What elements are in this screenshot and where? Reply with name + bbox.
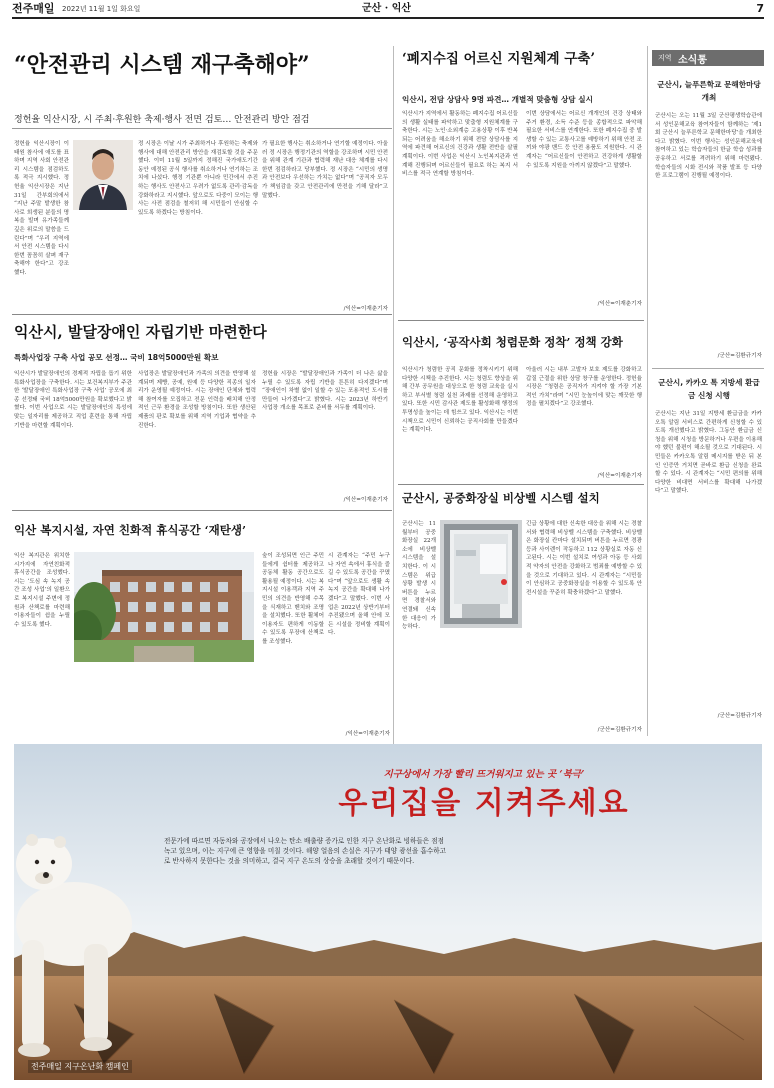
rest-photo bbox=[74, 552, 254, 662]
sidebar-header bbox=[652, 50, 764, 66]
sidebar-item1-byline: /군산=김환규기자 bbox=[717, 353, 762, 359]
safety-col1a: 정헌율 익산시장이 이태원 참사에 애도를 표하며 지역 사회 안전관리 시스템을 점검하도록 적극 지시했다. 정헌율 익산시장은 지난 31일 간부회의에서 “지난 주말 발생한 참사로 희생된 분들의 명복을 빌며 유가족들께 깊은 위로의 말씀을 드린다”며 “우리 지역에서 안전 시스템을 다시 한번 꼼꼼히 살펴 재구축해야 한다”고 강조했다. bbox=[14, 141, 69, 276]
official-photo bbox=[73, 140, 133, 210]
sidebar-item1-body: 군산시는 오는 11월 3일 군산평생학습관에서 성인문해교육 참여자들이 함께하는 ‘제1회 군산시 늘푸른학교 문해한마당’을 개최한다고 밝혔다. 이번 행사는 성인문해교육에 참여하고 있는 학습자들의 한글 학습 성과를 공유하고 서로를 격려하기 위해 마련됐다. 학습자들의 시화 전시와 작품 발표 등 다양한 프로그램이 진행될 예정이다. bbox=[655, 113, 762, 180]
sidebar-item1-title: 군산시, 늘푸른학교 문해한마당 개최 bbox=[657, 80, 761, 102]
safety-byline: /익산=이재춘기자 bbox=[343, 306, 388, 312]
ad-credit: 전주매일 지구온난화 캠페인 bbox=[28, 1060, 132, 1073]
waste-subhead: 익산시, 전담 상담사 9명 파견… 개별적 맞춤형 상담 실시 bbox=[402, 95, 593, 104]
rest-headline: 익산 복지시설, 자연 친화적 휴식공간 ‘재탄생’ bbox=[14, 523, 246, 537]
safety-rule bbox=[12, 128, 392, 129]
rest-col1c bbox=[138, 665, 256, 733]
sidebar-item2-title: 군산시, 카카오 톡 지방세 환급금 신청 시행 bbox=[658, 378, 760, 400]
page-number: 7 bbox=[756, 2, 764, 15]
disability-byline: /익산=이재춘기자 bbox=[343, 497, 388, 503]
safety-subhead: 정헌율 익산시장, 시 주최·후원한 축제·행사 전면 검토… 안전관리 방안 점검 bbox=[14, 115, 310, 125]
sidebar-label: 소식통 bbox=[678, 55, 707, 66]
disability-col1: 익산시가 발달장애인의 경제적 자립을 돕기 위한 특화사업장을 구축한다. 시는 보건복지부가 주관한 ‘발달장애인 특화사업장 구축 사업’ 공모에 최종 선정돼 국비 18억5000만원을 확보했다고 밝혔다. 이번 사업으로 시는 발달장애인의 특성에 맞는 일자리를 제공하고 직업 훈련을 통해 자립 기반을 마련할 계획이다. bbox=[14, 371, 132, 429]
restroom-byline: /군산=김환규기자 bbox=[597, 727, 642, 733]
safety-col1b bbox=[14, 212, 134, 312]
ad-tagline: 지구상에서 가장 빨리 뜨거워지고 있는 곳 ‘북극’ bbox=[383, 769, 585, 780]
ad-title: 우리집을 지켜주세요 bbox=[338, 786, 630, 821]
disability-headline: 익산시, 발달장애인 자립기반 마련한다 bbox=[14, 323, 267, 341]
sidebar-item2-byline: /군산=김환규기자 bbox=[717, 713, 762, 719]
sidebar-divider bbox=[652, 368, 764, 369]
restroom-rule-top bbox=[398, 484, 644, 485]
rest-rule-top bbox=[12, 510, 392, 511]
sidebar-label-prefix: 지역 bbox=[658, 54, 672, 62]
waste-col1: 익산시가 지역에서 활동하는 폐지수집 어르신들의 생활 실태를 파악하고 맞춤형 지원체계를 구축한다. 시는 노인·소외계층 고용상황 이후 반복되는 어려움을 해소하기 위해 전담 상담사를 지역에 파견해 어르신의 건강과 생활 전반을 살필 계획이다. 이번 사업은 익산시 노인복지관과 연계해 진행되며 어르신들이 필요로 하는 복지 서비스를 적극 연계할 방침이다. bbox=[402, 111, 518, 178]
waste-byline: /익산=이재춘기자 bbox=[597, 301, 642, 307]
safety-col3: 가 필요한 행사는 취소하거나 연기할 예정이다. 아울러 정 시장은 행정기관의 역할을 강조하며 시민 안전을 위해 관계 기관과 협력해 재난 대응 체계를 다시 한번 점검하라고 당부했다. 정 시장은 “시민의 생명과 안전보다 우선하는 가치는 없다”며 “공직자 모두가 책임감을 갖고 안전관리에 만전을 기해 달라”고 말했다. bbox=[262, 141, 388, 199]
sidebar-item2-body: 군산시는 지난 31일 지방세 환급금을 카카오톡 알림 서비스로 간편하게 신청할 수 있도록 개선했다고 밝혔다. 그동안 환급금 신청을 위해 시청을 방문하거나 우편을 이용해야 했던 불편이 해소될 것으로 기대된다. 시민들은 카카오톡 알림 메시지를 받은 뒤 본인 인증만 거치면 곧바로 환급 신청을 완료할 수 있다. 시 관계자는 “시민 편의를 위해 다양한 비대면 서비스를 확대해 나가겠다”고 말했다. bbox=[655, 411, 762, 495]
restroom-col1: 군산시는 11월부터 공중화장실 22개소에 비상벨 시스템을 설치한다. 이 시스템은 위급 상황 발생 시 버튼을 누르면 경찰서와 연결돼 신속한 대응이 가능하다. bbox=[402, 521, 436, 631]
section-name: 군산 · 익산 bbox=[362, 3, 412, 14]
disability-subhead: 특화사업장 구축 사업 공모 선정… 국비 18억5000만원 확보 bbox=[14, 353, 219, 362]
gongjak-headline: 익산시, ‘공작사회 청렴문화 정착’ 정책 강화 bbox=[402, 335, 623, 349]
masthead-rule bbox=[12, 17, 764, 19]
disability-rule-top bbox=[12, 314, 392, 315]
restroom-photo bbox=[440, 520, 522, 628]
climate-ad bbox=[14, 744, 762, 1080]
disability-col3: 정헌율 시장은 “발달장애인과 가족이 더 나은 삶을 누릴 수 있도록 자립 기반을 튼튼히 다지겠다”며 “장애인이 차별 없이 일할 수 있는 포용적인 도시를 만들어 나가겠다”고 밝혔다. 시는 2023년 하반기 사업장 개소를 목표로 준비를 서두를 계획이다. bbox=[262, 371, 388, 412]
rest-byline: /익산=이재춘기자 bbox=[345, 731, 390, 737]
restroom-col2: 긴급 상황에 대한 신속한 대응을 위해 시는 경찰서와 협력해 비상벨 시스템을 구축했다. 비상벨은 화장실 칸마다 설치되며 버튼을 누르면 경광등과 사이렌이 작동하고 112 상황실로 자동 신고된다. 시는 이번 설치로 여성과 아동 등 사회적 약자의 안전을 강화하고 범죄를 예방할 수 있을 것으로 기대하고 있다. 시 관계자는 “시민들이 안심하고 공중화장실을 이용할 수 있도록 안전시설을 꾸준히 확충하겠다”고 말했다. bbox=[526, 521, 642, 596]
column-divider-sidebar bbox=[647, 46, 648, 736]
rest-col1: 익산 복지관은 위치한 시가지에 자연친화적 휴식공간을 조성했다. 시는 ‘도심 속 녹지 공간 조성 사업’의 일환으로 복지시설 주변에 정원과 산책로를 마련해 이용자들이 쉼을 누릴 수 있도록 했다. bbox=[14, 553, 70, 628]
gongjak-col2: 아울러 시는 내부 고발자 보호 제도를 강화하고 갑질 근절을 위한 상담 창구를 운영한다. 정헌율 시장은 “청렴은 공직자가 지켜야 할 가장 기본적인 가치”라며 “시민 눈높이에 맞는 깨끗한 행정을 펼치겠다”고 강조했다. bbox=[526, 367, 642, 408]
paper-name: 전주매일 bbox=[12, 2, 55, 15]
waste-col2: 이번 상담에서는 어르신 개개인의 건강 상태와 주거 환경, 소득 수준 등을 종합적으로 파악해 필요한 서비스를 연계한다. 또한 폐지수집 중 발생할 수 있는 교통사고를 예방하기 위해 안전 조끼와 야광 밴드 등 안전 용품도 지원한다. 시 관계자는 “어르신들이 안전하고 건강하게 생활할 수 있도록 지원을 아끼지 않겠다”고 말했다. bbox=[526, 111, 642, 169]
rest-col1b bbox=[14, 665, 132, 733]
safety-col2: 정 시장은 이날 시가 주최하거나 후원하는 축제와 행사에 대해 안전관리 방안을 재검토할 것을 주문했다. 이미 11월 5일까지 정해진 국가애도기간 동안 예정된 공식 행사를 취소하거나 연기하는 조치에 나섰다. 행정 기관뿐 아니라 민간에서 추진하는 행사도 안전사고 우려가 없도록 관리·감독을 강화하라고 지시했다. 앞으로도 다중이 모이는 행사는 사전 점검을 철저히 해 시민들이 안심할 수 있도록 하겠다는 방침이다. bbox=[138, 141, 258, 216]
rest-col3: 시 관계자는 “주민 누구나 자연 속에서 휴식을 즐길 수 있도록 공간을 꾸몄다”며 “앞으로도 생활 속 녹지 공간을 확대해 나가겠다”고 말했다. 이번 사업은 2022년 상반기부터 추진됐으며 올해 안에 모든 시설을 정비할 계획이다. bbox=[328, 553, 390, 637]
safety-headline: “안전관리 시스템 재구축해야” bbox=[14, 52, 310, 78]
rest-col2: 숲이 조성되면 인근 주민들에게 쉼터를 제공하고 공동체 활동 공간으로도 활용될 예정이다. 시는 복지시설 이용객과 지역 주민의 의견을 반영해 수목을 식재하고 벤치와 조명을 설치했다. 또한 휠체어 이용자도 편하게 이동할 수 있도록 무장애 산책로를 조성했다. bbox=[262, 553, 324, 645]
disability-col2: 사업장은 발달장애인과 가족의 의견을 반영해 설계되며 제빵, 공예, 원예 등 다양한 직종의 일자리가 운영될 예정이다. 시는 장애인 단체와 협력해 참여자를 모집하고 전문 인력을 배치해 안정적인 근무 환경을 조성할 방침이다. 또한 생산된 제품의 판로 확보를 위해 지역 기업과 협약을 추진한다. bbox=[138, 371, 256, 429]
ad-body-line1: 전문가에 따르면 자동차와 공장에서 나오는 탄소 배출량 증가로 인한 지구 온난화로 빙하들은 점점 bbox=[164, 837, 444, 845]
masthead bbox=[12, 2, 764, 16]
waste-headline: ‘폐지수집 어르신 지원체계 구축’ bbox=[402, 51, 596, 67]
ad-body-line3: 로 반사하지 못한다는 것을 의미하고, 결국 지구 온도의 상승을 초래할 것이기 때문이다. bbox=[164, 857, 415, 865]
issue-date: 2022년 11월 1일 화요일 bbox=[62, 5, 141, 13]
restroom-col1b bbox=[440, 632, 522, 734]
column-divider-main bbox=[393, 46, 394, 826]
ad-body-line2: 녹고 있으며, 이는 지구에 큰 영향을 미칠 것이다. 해양 얼음의 손실은 지구가 태양 광선을 흡수하고 bbox=[164, 847, 446, 855]
gongjak-col1: 익산시가 청렴한 공직 문화를 정착시키기 위해 다양한 시책을 추진한다. 시는 청렴도 향상을 위해 간부 공무원을 대상으로 한 청렴 교육을 실시하고 부서별 청렴 실천 과제를 선정해 운영하고 있다. 또한 시민 감사관 제도를 활성화해 행정의 투명성을 높이는 데 힘쓰고 있다. 익산시는 이번 시책으로 시민이 신뢰하는 공직사회를 만들겠다는 계획이다. bbox=[402, 367, 518, 434]
gongjak-rule-top bbox=[398, 320, 644, 321]
gongjak-byline: /익산=이재춘기자 bbox=[597, 473, 642, 479]
restroom-headline: 군산시, 공중화장실 비상벨 시스템 설치 bbox=[402, 491, 600, 505]
